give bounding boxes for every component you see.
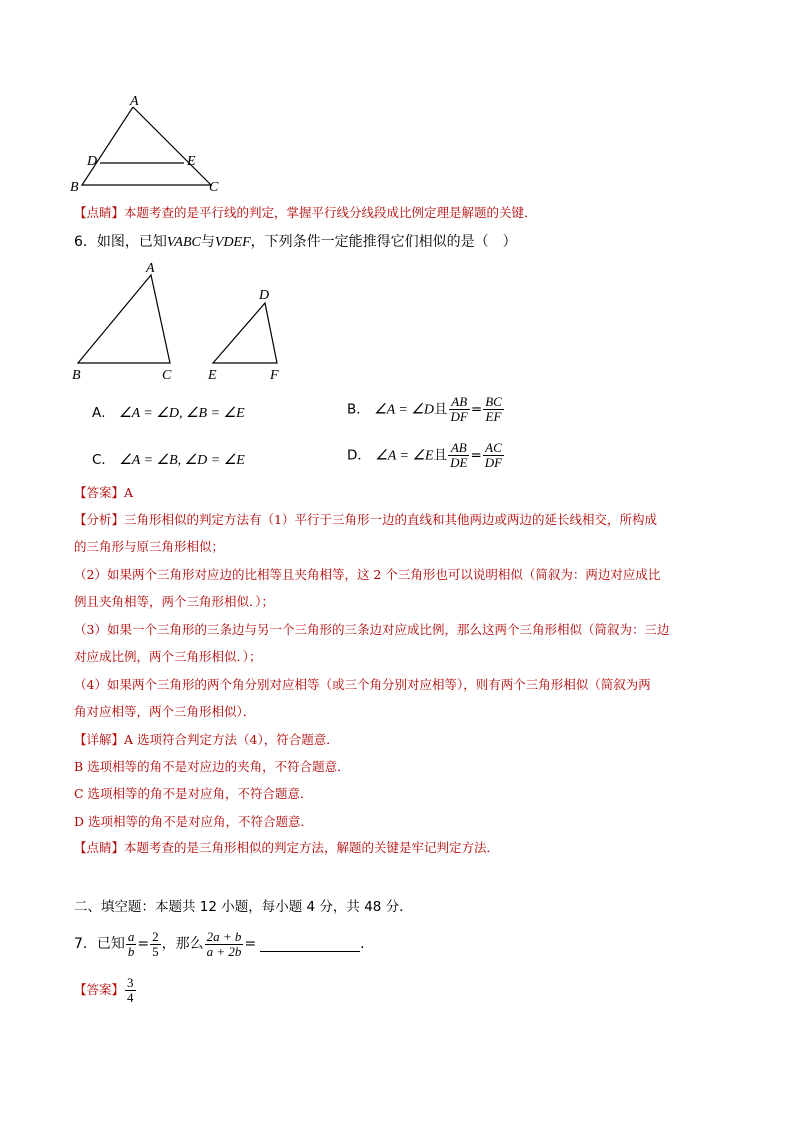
analysis-line-8: 角对应相等，两个三角形相似）． [74,704,256,719]
q7-mid: ，那么 [161,936,204,952]
option-b-frac1: $\frac{AB}{DF}$ [450,394,468,424]
analysis-line-3: （2）如果两个三角形对应边的比相等且夹角相等，这 2 个三角形也可以说明相似（简叙为：两边对应成比 [74,567,661,582]
analysis-line-2: 的三角形与原三角形相似； [74,539,225,554]
option-c-math: ∠A = ∠B, ∠D = ∠E [119,453,245,468]
q6-tri1: VABC [166,235,201,250]
answer-value: A [124,485,134,500]
detail-line-2: B 选项相等的角不是对应边的夹角，不符合题意． [74,759,350,774]
option-d-math: ∠A = ∠E [375,448,434,464]
option-b-conn: 且 [434,401,448,418]
analysis-line-7: （4）如果两个三角形的两个角分别对应相等（或三个角分别对应相等），则有两个三角形相似（简叙为两 [74,677,651,692]
option-b[interactable] [347,395,505,424]
q6-tri2: VDEF [214,235,251,250]
q6-comment-tag: 【点睛】 [74,840,125,855]
label-C: C [209,180,219,195]
analysis-line-6: 对应成比例，两个三角形相似．）； [74,649,262,664]
q6-stem-pre: 如图，已知 [96,234,167,250]
option-d-frac2: $\frac{AC}{DF}$ [484,440,503,470]
label-A2: A [146,261,155,276]
q7-eq1: = [137,936,150,952]
q6-analysis [74,510,724,730]
label-E2: E [208,368,217,383]
q7-answer [74,973,137,1007]
option-a-math: ∠A = ∠D, ∠B = ∠E [119,406,245,421]
figure-two-triangles [60,258,300,384]
option-c-label: C． [92,452,115,468]
label-C2: C [162,368,172,383]
option-b-math: ∠A = ∠D [374,402,435,418]
label-F2: F [270,368,279,383]
q7-frac-expr: $\frac{2a + b}{a + 2b}$ [206,928,242,959]
q6-stem-mid: 与 [200,234,215,250]
q6-answer [74,483,133,503]
analysis-line-4: 例且夹角相等，两个三角形相似．）； [74,594,275,609]
label-D2: D [259,288,270,303]
q6-number: 6． [74,234,97,250]
q7-answer-tag: 【答案】 [74,982,125,997]
q6-stem [74,232,517,253]
option-b-eq: = [470,401,483,418]
option-d-label: D． [347,447,371,464]
q6-comment [74,838,499,858]
option-a[interactable] [92,401,245,422]
comment-tag: 【点睛】 [74,205,125,220]
option-d-frac1: $\frac{AB}{DE}$ [450,440,468,470]
q6-detail [74,730,350,839]
q6-stem-post: ，下列条件一定能推得它们相似的是（ ） [250,234,517,250]
option-d-conn: 且 [433,447,448,464]
label-A: A [130,94,139,109]
option-b-label: B． [347,401,370,418]
q7-frac-ab: $\frac{a}{b}$ [127,928,135,959]
comment-text: 本题考查的是平行线的判定，掌握平行线分线段成比例定理是解题的关键． [124,205,537,220]
label-B2: B [72,368,81,383]
q7-answer-frac: $\frac{3}{4}$ [127,975,134,1005]
q7-eq2: = [244,936,257,952]
q7-end: ． [360,936,375,952]
option-d-eq: = [470,447,482,464]
label-D: D [87,154,98,169]
detail-line-4: D 选项相等的角不是对应角，不符合题意． [74,814,313,829]
q7-pre: 已知 [96,936,125,952]
label-E: E [187,154,196,169]
q5-comment [74,203,537,223]
option-a-label: A． [92,405,115,421]
analysis-tag: 【分析】 [74,512,125,527]
analysis-line-5: （3）如果一个三角形的三条边与另一个三角形的三条边对应成比例，那么这两个三角形相似（简叙为：三边 [74,622,670,637]
answer-tag: 【答案】 [74,485,125,500]
q6-comment-text: 本题考查的是三角形相似的判定方法，解题的关键是牢记判定方法． [124,840,500,855]
figure-triangle-parallel [60,92,230,198]
section-2-title: 二、填空题：本题共 12 小题，每小题 4 分，共 48 分． [74,899,413,915]
q7-answer-blank[interactable] [260,937,360,952]
q7-frac-25: $\frac{2}{5}$ [152,928,159,959]
q7-stem [74,927,374,961]
label-B: B [70,180,79,195]
analysis-line-1: 三角形相似的判定方法有（1）平行于三角形一边的直线和其他两边或两边的延长线相交，所构成 [124,512,657,527]
option-c[interactable] [92,448,245,469]
detail-tag: 【详解】 [74,732,125,747]
detail-line-1: A 选项符合判定方法（4），符合题意． [124,732,339,747]
detail-line-3: C 选项相等的角不是对应角，不符合题意． [74,786,313,801]
option-b-frac2: $\frac{BC}{EF}$ [485,394,502,424]
option-d[interactable] [347,441,505,470]
q7-number: 7． [74,936,97,952]
